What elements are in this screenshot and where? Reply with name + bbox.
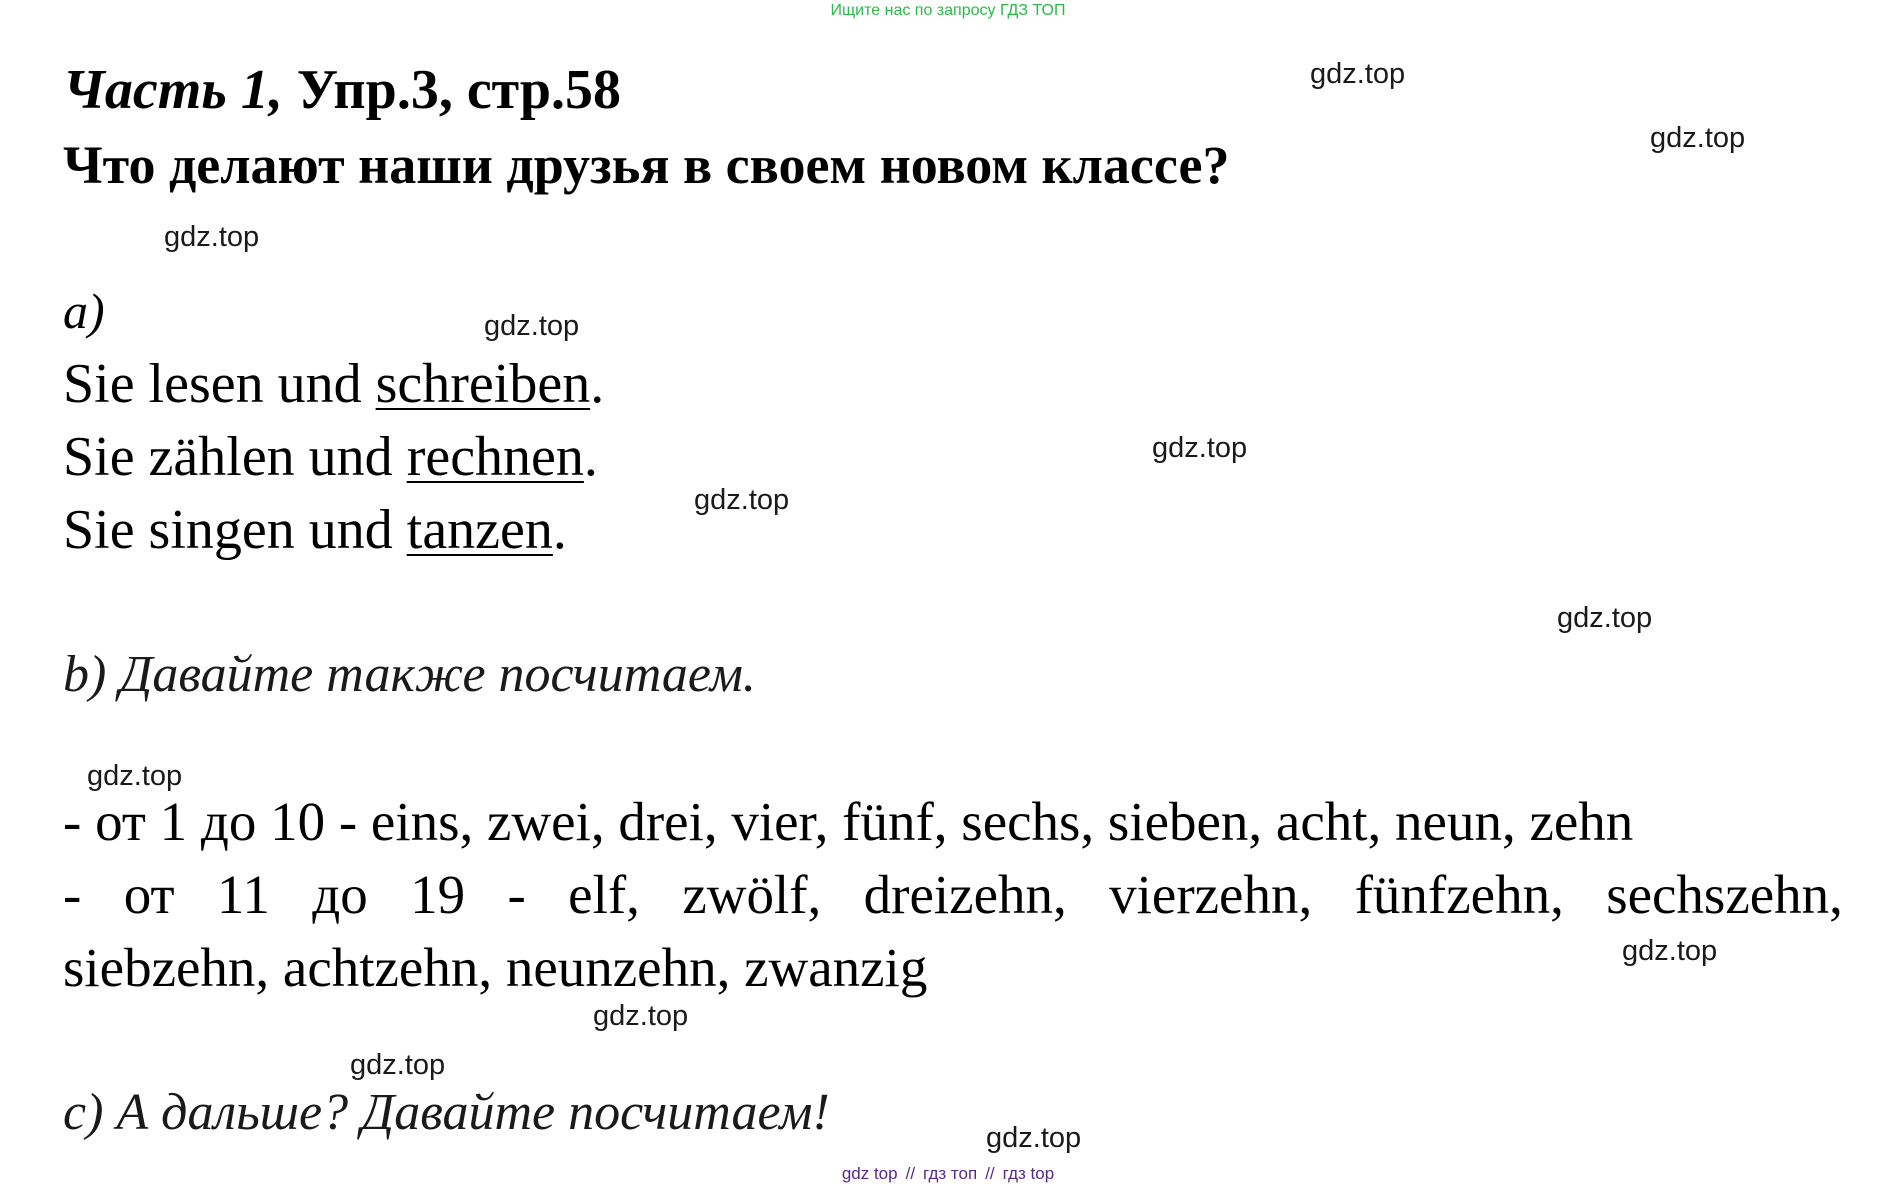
sentence-2-answer: rechnen <box>406 426 584 488</box>
sentence-3-answer: tanzen <box>406 499 553 561</box>
exercise-question: Что делают наши друзья в своем новом классе? <box>63 135 1230 195</box>
sentence-3 <box>63 498 567 562</box>
watermark: gdz.top <box>87 760 183 792</box>
watermark: gdz.top <box>1650 122 1746 154</box>
watermark: gdz.top <box>1152 432 1248 464</box>
count-word: от <box>123 864 175 925</box>
count-line-1-10: - от 1 до 10 - eins, zwei, drei, vier, fünf, sechs, sieben, acht, neun, zehn <box>63 791 1634 852</box>
watermark: gdz.top <box>484 310 580 342</box>
sentence-1-end: . <box>590 353 605 415</box>
sentence-1-text: Sie lesen und <box>63 353 376 415</box>
sentence-1 <box>63 352 604 416</box>
watermark: gdz.top <box>1557 602 1653 634</box>
sentence-3-end: . <box>552 499 567 561</box>
title-part: Часть 1, <box>63 59 283 121</box>
count-word: - <box>507 864 526 925</box>
sentence-2 <box>63 425 598 489</box>
sentence-2-end: . <box>583 426 598 488</box>
section-c-label: c) А дальше? Давайте посчитаем! <box>63 1084 830 1141</box>
watermark: gdz.top <box>986 1122 1082 1154</box>
footer-separator: // <box>905 1164 916 1183</box>
count-word: 19 <box>410 864 466 925</box>
footer-link-gdz-top[interactable]: gdz top <box>841 1164 898 1183</box>
count-line-17-20: siebzehn, achtzehn, neunzehn, zwanzig <box>63 937 928 998</box>
watermark: gdz.top <box>694 484 790 516</box>
count-word: elf, <box>568 864 640 925</box>
count-word: - <box>63 864 82 925</box>
watermark: gdz.top <box>593 1000 689 1032</box>
count-line-11-19 <box>63 863 1843 926</box>
watermark: gdz.top <box>164 221 260 253</box>
title-exercise: Упр.3, стр.58 <box>282 59 622 121</box>
sentence-2-text: Sie zählen und <box>63 426 407 488</box>
count-word: dreizehn, <box>863 864 1067 925</box>
watermark: gdz.top <box>1622 935 1718 967</box>
count-word: vierzehn, <box>1109 864 1313 925</box>
footer-separator: // <box>985 1164 995 1183</box>
top-banner: Ищите нас по запросу ГДЗ ТОП <box>830 2 1066 19</box>
sentence-3-text: Sie singen und <box>63 499 407 561</box>
footer-links <box>0 1164 1896 1184</box>
count-word: 11 <box>216 864 270 925</box>
section-a-label: a) <box>63 283 105 339</box>
count-word: до <box>312 864 368 925</box>
watermark: gdz.top <box>350 1049 446 1081</box>
count-word: zwölf, <box>682 864 822 925</box>
watermark: gdz.top <box>1310 58 1406 90</box>
count-word: fünfzehn, <box>1354 864 1564 925</box>
page-title <box>63 58 621 122</box>
count-word: sechszehn, <box>1606 864 1843 925</box>
footer-link-gdz-top-mixed[interactable]: гдз top <box>1002 1164 1055 1183</box>
section-b-label: b) Давайте также посчитаем. <box>63 646 756 703</box>
sentence-1-answer: schreiben <box>375 353 591 415</box>
footer-link-gdz-top-ru[interactable]: гдз топ <box>923 1164 978 1183</box>
